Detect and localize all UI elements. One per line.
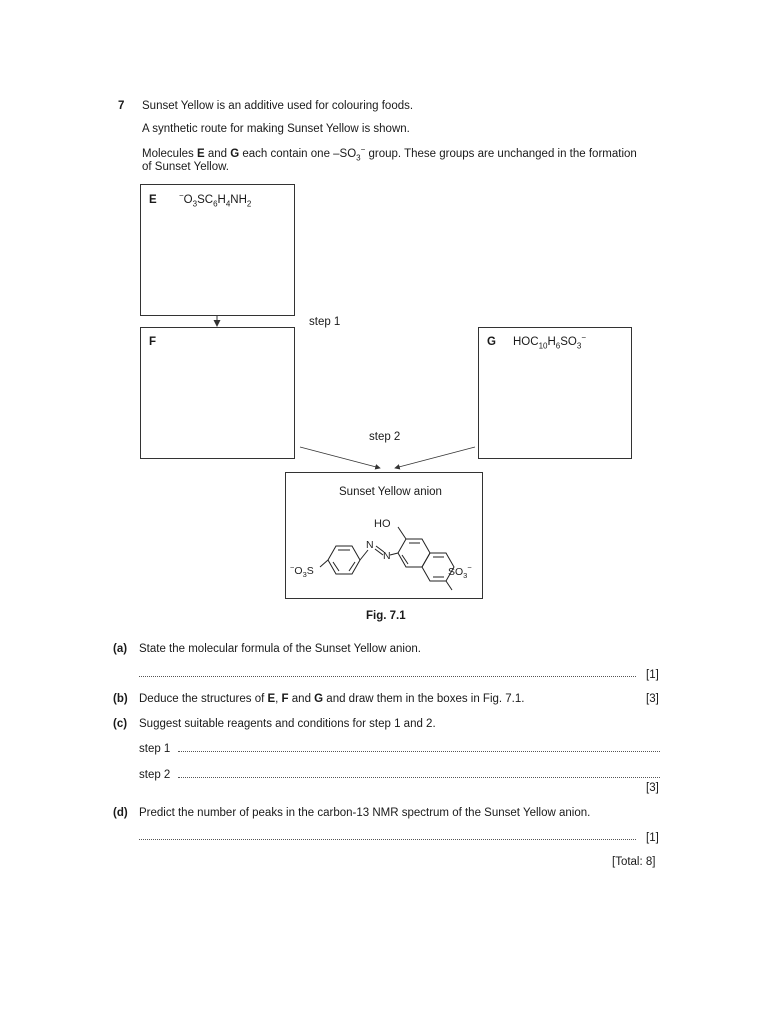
part-b-g: G — [314, 693, 324, 705]
intro-g: G — [230, 148, 240, 160]
part-a-label: (a) — [113, 643, 128, 655]
part-c-step2: step 2 — [139, 769, 171, 781]
intro-e: E — [196, 148, 205, 160]
box-f-letter: F — [149, 336, 157, 348]
part-a-marks: [1] — [646, 669, 659, 681]
answer-line-d[interactable] — [139, 829, 636, 840]
intro-text: Molecules — [142, 148, 197, 160]
superscript: − — [360, 145, 366, 155]
part-b-text-2: and draw them in the boxes in Fig. 7.1. — [323, 693, 525, 705]
step-2-label: step 2 — [369, 431, 401, 443]
intro-line-4: of Sunset Yellow. — [142, 161, 229, 173]
label-n1: N — [366, 539, 374, 551]
answer-line-c-step1[interactable] — [178, 741, 660, 752]
label-so3-left: $^-O_3S$ — [290, 563, 314, 579]
arrow-from-f — [300, 447, 380, 468]
answer-line-a[interactable] — [139, 666, 636, 677]
part-b-e: E — [267, 693, 276, 705]
subscript: 3 — [356, 153, 361, 163]
part-b-and: and — [288, 693, 315, 705]
part-b-label: (b) — [113, 693, 128, 705]
step-1-label: step 1 — [309, 316, 341, 328]
box-e-letter: E — [149, 194, 157, 206]
part-c-text: Suggest suitable reagents and conditions for step 1 and 2. — [139, 718, 436, 730]
label-so3-right: $SO_3^-$ — [448, 563, 472, 580]
part-c-step1: step 1 — [139, 743, 171, 755]
part-a-text: State the molecular formula of the Sunset Yellow anion. — [139, 643, 421, 655]
intro-text: group. These groups are unchanged in the formation — [365, 148, 637, 160]
intro-line-2: A synthetic route for making Sunset Yellow is shown. — [142, 123, 410, 135]
intro-text: and — [204, 148, 231, 160]
sunset-yellow-structure — [286, 503, 482, 598]
figure-caption: Fig. 7.1 — [366, 610, 406, 622]
arrow-from-g — [395, 447, 475, 468]
intro-text: each contain one –SO — [239, 148, 357, 160]
part-d-marks: [1] — [646, 832, 659, 844]
part-b-text-1: Deduce the structures of — [139, 693, 268, 705]
label-n2: N — [383, 550, 391, 562]
part-c-label: (c) — [113, 718, 128, 730]
reaction-arrows — [0, 0, 768, 480]
box-g-letter: G — [487, 336, 496, 348]
intro-line-1: Sunset Yellow is an additive used for colouring foods. — [142, 100, 414, 112]
part-d-text: Predict the number of peaks in the carbon-13 NMR spectrum of the Sunset Yellow anion. — [139, 807, 591, 819]
label-ho: HO — [374, 518, 391, 530]
question-number: 7 — [118, 100, 125, 112]
box-g-formula: $HOC_{10}H_6SO_3^-$ — [513, 333, 586, 351]
answer-line-c-step2[interactable] — [178, 767, 660, 778]
product-title: Sunset Yellow anion — [339, 486, 442, 498]
part-b-f: F — [281, 693, 289, 705]
part-d-label: (d) — [113, 807, 128, 819]
part-b-text — [139, 692, 524, 706]
total-marks: [Total: 8] — [612, 856, 656, 868]
part-b-comma: , — [275, 693, 282, 705]
part-c-marks: [3] — [646, 782, 659, 794]
part-b-marks: [3] — [646, 693, 659, 705]
box-e-formula: $^-O_3SC_6H_4NH_2$ — [179, 191, 252, 209]
product-box — [285, 472, 483, 599]
